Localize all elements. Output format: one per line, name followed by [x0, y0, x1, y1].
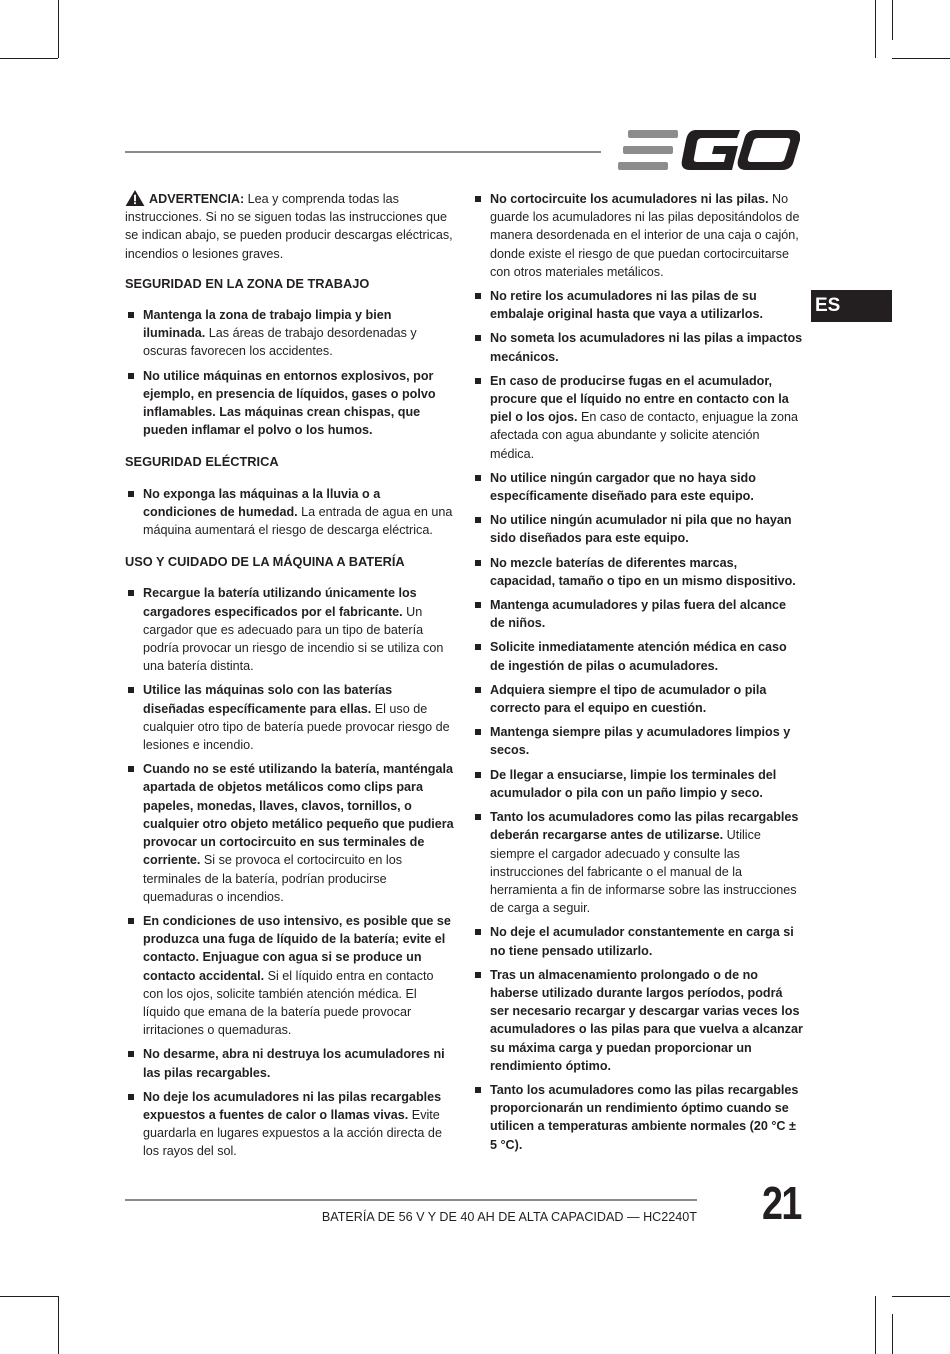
warning-text: Lea y comprenda todas las instrucciones. Si no se siguen todas las instrucciones que se indican abajo, se pueden producir descargas eléctricas, incendios o lesiones graves.	[125, 192, 453, 261]
item-text: Las áreas de trabajo desordenadas y oscuras favorecen los accidentes.	[143, 326, 417, 359]
list-item	[472, 681, 804, 717]
footer-rule	[125, 1199, 697, 1201]
list-item	[125, 1045, 455, 1081]
item-bold: Tanto los acumuladores como las pilas recargables deberán recargarse antes de utilizarse.	[490, 810, 799, 843]
item-text: Si se provoca el cortocircuito en los terminales de la batería, podrían producirse quemaduras o incendios.	[143, 853, 402, 904]
list-item	[472, 596, 804, 632]
list-item	[472, 766, 804, 802]
item-bold: No deje los acumuladores ni las pilas recargables expuestos a fuentes de calor o llamas vivas.	[143, 1089, 442, 1122]
list-item	[125, 584, 455, 675]
item-bold: Mantenga siempre pilas y acumuladores limpios y secos.	[490, 725, 791, 758]
page-number: 21	[762, 1177, 801, 1229]
section-heading: SEGURIDAD EN LA ZONA DE TRABAJO	[125, 275, 370, 291]
section-heading: USO Y CUIDADO DE LA MÁQUINA A BATERÍA	[125, 554, 405, 570]
item-bold: Adquiera siempre el tipo de acumulador o pila correcto para el equipo en cuestión.	[490, 682, 767, 716]
section-heading: SEGURIDAD ELÉCTRICA	[125, 454, 279, 470]
bullet-list	[125, 306, 455, 439]
item-bold: No someta los acumuladores ni las pilas a impactos mecánicos.	[490, 331, 803, 364]
item-bold: Cuando no se esté utilizando la batería, manténgala apartada de objetos metálicos como clips para papeles, monedas, llaves, clavos, tornillos, o cualquier otro objeto metálico pequeño que pudiera provocar un cortocircuito en sus terminales de corriente.	[143, 762, 454, 868]
list-item	[125, 1088, 455, 1161]
item-text: La entrada de agua en una máquina aumentará el riesgo de descarga eléctrica.	[143, 504, 453, 538]
list-item	[472, 723, 804, 759]
warning-label: ADVERTENCIA:	[149, 192, 245, 206]
list-item	[472, 638, 804, 674]
item-text: Un cargador que es adecuado para un tipo de batería podría provocar un riesgo de incendio si se utiliza con una batería distinta.	[143, 604, 444, 674]
right-column	[472, 190, 804, 1160]
item-text: El uso de cualquier otro tipo de batería puede provocar riesgo de lesiones e incendio.	[143, 701, 450, 753]
list-item	[472, 190, 804, 281]
list-item	[472, 966, 804, 1075]
item-bold: No utilice ningún acumulador ni pila que no hayan sido diseñados para este equipo.	[490, 513, 792, 546]
item-bold: Tras un almacenamiento prolongado o de no haberse utilizado durante largos períodos, podrá ser necesario recargar y descargar varias veces los acumuladores o las pilas para que vuelva a alcanzar su máxima carga y puedan proporcionar un rendimiento óptimo.	[490, 967, 803, 1073]
list-item	[472, 329, 804, 365]
item-bold: Tanto los acumuladores como las pilas recargables proporcionarán un rendimiento óptimo cuando se utilicen a temperaturas ambiente normales (20 °C ± 5 °C).	[490, 1082, 799, 1152]
item-text: No guarde los acumuladores ni las pilas depositándolos de manera desordenada en el interior de una caja o cajón, donde existe el riesgo de que puedan cortocircuitarse con otros materiales metálicos.	[490, 192, 800, 279]
list-item	[472, 287, 804, 323]
list-item	[472, 372, 804, 463]
list-item	[472, 554, 804, 590]
left-column	[125, 190, 455, 1167]
item-bold: No retire los acumuladores ni las pilas de su embalaje original hasta que vaya a utilizarlos.	[490, 289, 763, 322]
item-bold: Utilice las máquinas solo con las baterías diseñadas específicamente para ellas.	[143, 683, 393, 716]
list-item	[125, 681, 455, 754]
item-bold: No mezcle baterías de diferentes marcas, capacidad, tamaño o tipo en un mismo dispositivo.	[490, 555, 796, 588]
item-bold: Solicite inmediatamente atención médica en caso de ingestión de pilas o acumuladores.	[490, 640, 787, 673]
item-text: Evite guardarla en lugares expuestos a la acción directa de los rayos del sol.	[143, 1107, 442, 1159]
list-item	[472, 808, 804, 917]
item-bold: No desarme, abra ni destruya los acumuladores ni las pilas recargables.	[143, 1047, 445, 1080]
item-bold: No exponga las máquinas a la lluvia o a condiciones de humedad.	[143, 486, 381, 519]
item-text: Si el líquido entra en contacto con los ojos, solicite también atención médica. El líquido que emana de la batería puede provocar irritaciones o quemaduras.	[143, 968, 434, 1038]
bullet-list	[125, 485, 455, 540]
footer-title: BATERÍA DE 56 V Y DE 40 AH DE ALTA CAPACIDAD — HC2240T	[321, 1210, 697, 1224]
bullet-list	[125, 584, 455, 1160]
item-text: Utilice siempre el cargador adecuado y consulte las instrucciones del fabricante o el manual de la herramienta a fin de informarse sobre las instrucciones de carga a seguir.	[490, 828, 797, 916]
item-bold: Mantenga acumuladores y pilas fuera del alcance de niños.	[490, 598, 787, 631]
list-item	[472, 1081, 804, 1154]
item-bold: En caso de producirse fugas en el acumulador, procure que el líquido no entre en contacto con la piel o los ojos.	[490, 373, 789, 425]
warning-triangle-icon	[125, 190, 145, 206]
list-item	[125, 485, 455, 540]
item-bold: Mantenga la zona de trabajo limpia y bien iluminada.	[143, 308, 392, 341]
header-rule	[125, 151, 601, 153]
ego-logo	[618, 130, 800, 170]
list-item	[125, 306, 455, 361]
bullet-list	[472, 190, 804, 1154]
item-bold: En condiciones de uso intensivo, es posible que se produzca una fuga de líquido de la batería; evite el contacto. Enjuague con agua si se produce un contacto accidental.	[143, 913, 451, 983]
language-tab: ES	[811, 290, 892, 322]
item-bold: De llegar a ensuciarse, limpie los terminales del acumulador o pila con un paño limpio y seco.	[490, 767, 777, 800]
list-item	[125, 912, 455, 1039]
item-bold: No cortocircuite los acumuladores ni las pilas.	[490, 192, 769, 206]
list-item	[472, 923, 804, 959]
item-bold: No utilice ningún cargador que no haya sido específicamente diseñado para este equipo.	[490, 470, 756, 504]
item-bold: Recargue la batería utilizando únicamente los cargadores especificados por el fabricante.	[143, 586, 417, 619]
item-bold: No utilice máquinas en entornos explosivos, por ejemplo, en presencia de líquidos, gases o polvo inflamables. Las máquinas crean chispas, que pueden inflamar el polvo o los humos.	[143, 368, 436, 438]
list-item	[125, 760, 455, 906]
list-item	[472, 511, 804, 547]
list-item	[125, 367, 455, 440]
warning-paragraph	[125, 190, 455, 263]
list-item	[472, 469, 804, 505]
item-bold: No deje el acumulador constantemente en carga si no tiene pensado utilizarlo.	[490, 925, 794, 958]
item-text: En caso de contacto, enjuague la zona afectada con agua abundante y solicite atención médica.	[490, 410, 799, 461]
